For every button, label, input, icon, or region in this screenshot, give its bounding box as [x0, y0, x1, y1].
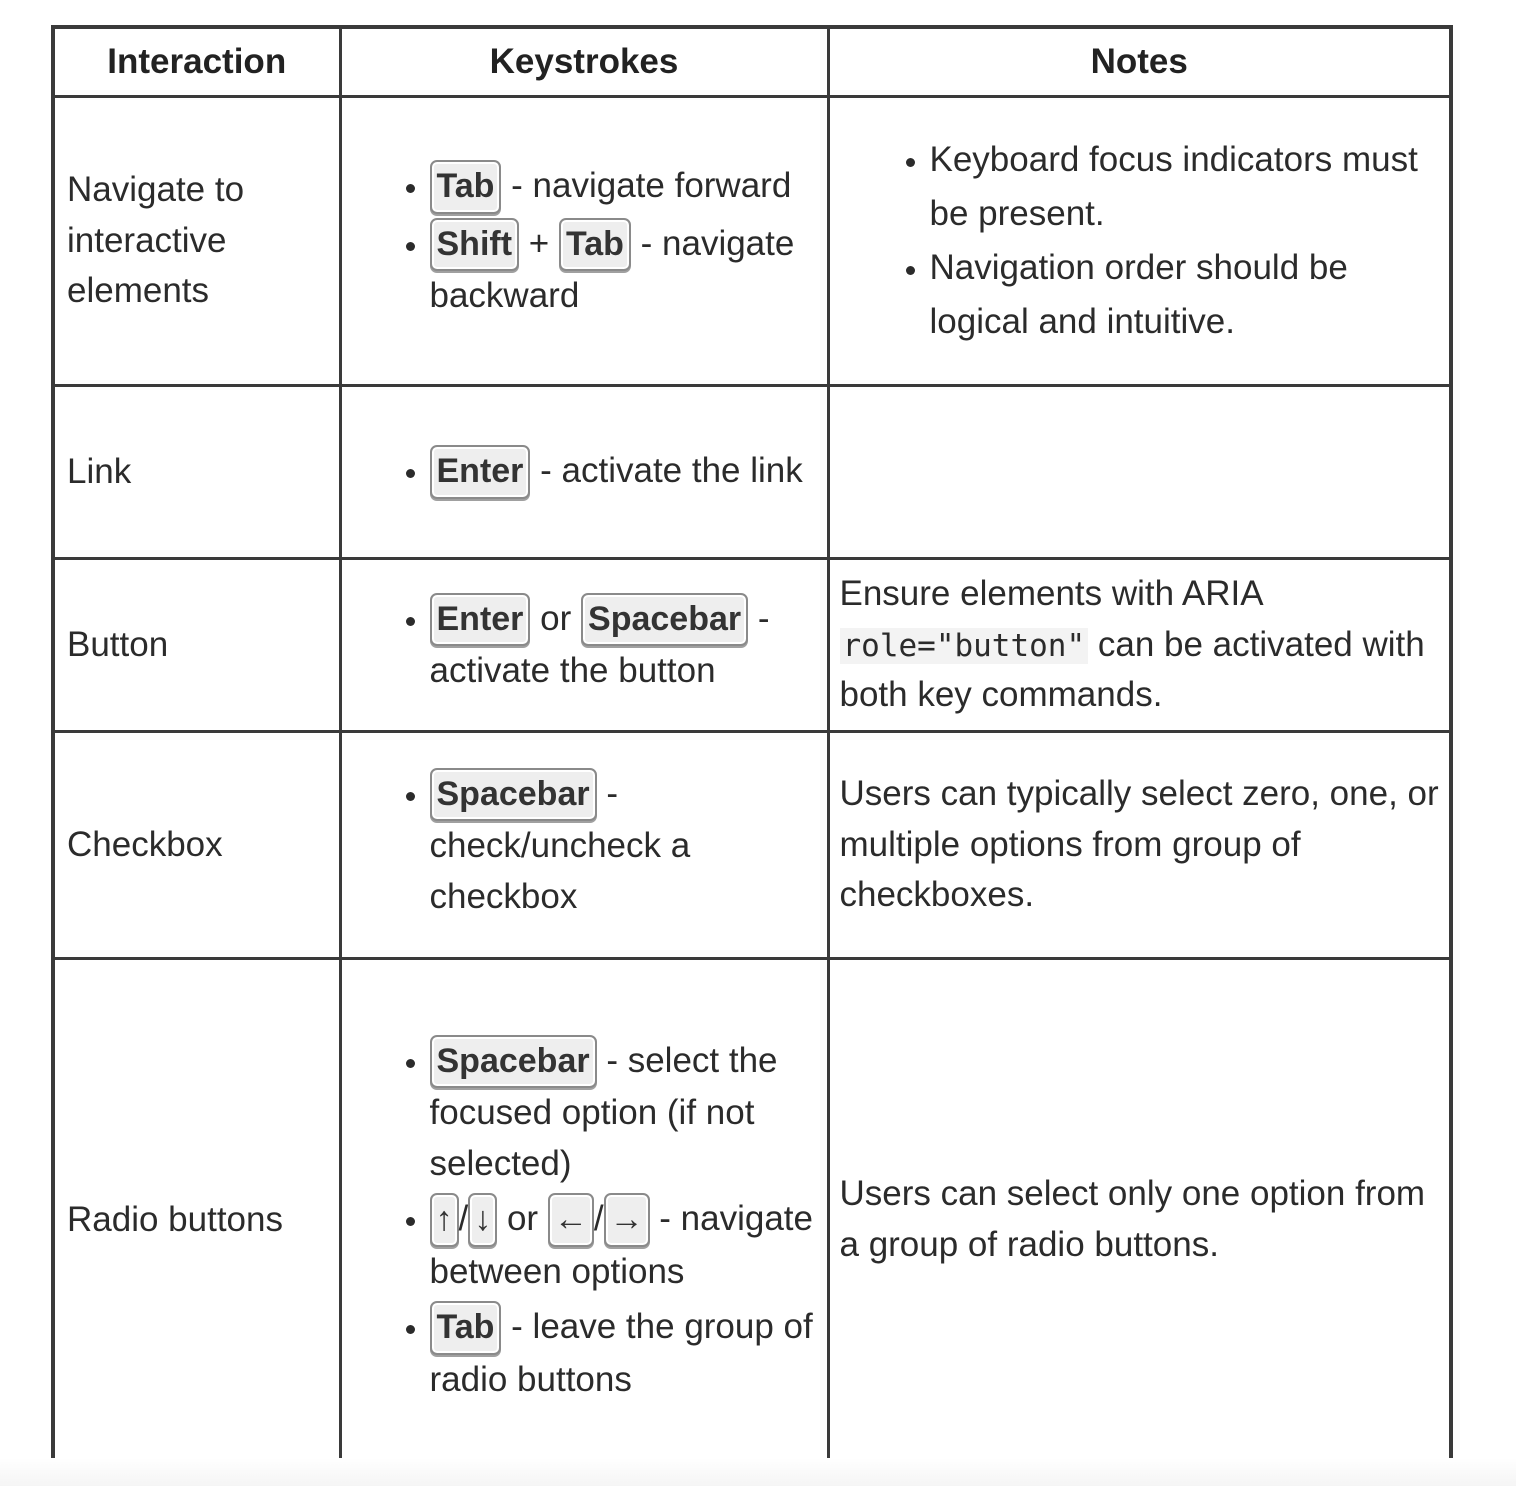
arrow-left-icon: ←	[548, 1193, 594, 1246]
keystroke-description: - check/uncheck a checkbox	[429, 773, 691, 916]
key-tab: Tab	[430, 160, 502, 213]
notes-cell	[828, 386, 1451, 559]
keystroke-description: - navigate between options	[429, 1199, 813, 1291]
list-item	[430, 768, 821, 923]
keystrokes-cell	[340, 732, 828, 959]
keystroke-description: - select the focused option (if not selected)	[429, 1040, 778, 1183]
list-item	[430, 1035, 821, 1190]
interaction-cell: Link	[53, 386, 340, 559]
notes-cell: Users can typically select zero, one, or multiple options from group of checkboxes.	[828, 732, 1451, 959]
list-item	[430, 593, 821, 697]
plus-sign: +	[528, 223, 550, 263]
keystroke-description: - activate the button	[429, 599, 770, 691]
interaction-cell: Button	[53, 559, 340, 732]
list-item	[430, 445, 821, 498]
note-text: can be activated with both key commands.	[839, 624, 1425, 715]
key-enter: Enter	[430, 445, 531, 498]
table-row	[53, 959, 1451, 1483]
header-interaction: Interaction	[53, 27, 340, 97]
keystrokes-list	[342, 160, 821, 321]
key-spacebar: Spacebar	[430, 768, 597, 821]
notes-list	[840, 133, 1440, 350]
header-notes: Notes	[828, 27, 1451, 97]
keystroke-description: - leave the group of radio buttons	[429, 1307, 813, 1399]
key-shift: Shift	[430, 218, 520, 271]
key-tab: Tab	[559, 218, 631, 271]
list-item	[430, 160, 821, 213]
table-row	[53, 386, 1451, 559]
notes-cell	[828, 97, 1451, 386]
notes-cell: Users can select only one option from a group of radio buttons.	[828, 959, 1451, 1483]
arrow-up-icon: ↑	[430, 1193, 459, 1246]
list-item	[430, 1193, 821, 1297]
note-item: • Navigation order should be logical and intuitive.	[930, 241, 1440, 350]
interaction-cell: Navigate to interactive elements	[53, 97, 340, 386]
or-text: or	[506, 1199, 539, 1239]
arrow-down-icon: ↓	[468, 1193, 497, 1246]
keystrokes-cell	[340, 959, 828, 1483]
keystrokes-cell	[340, 559, 828, 732]
note-item: • Keyboard focus indicators must be present.	[930, 133, 1440, 242]
header-keystrokes: Keystrokes	[340, 27, 828, 97]
interaction-cell: Checkbox	[53, 732, 340, 959]
list-item	[430, 218, 821, 322]
notes-cell	[828, 559, 1451, 732]
keystrokes-cell	[340, 386, 828, 559]
keystroke-description: - navigate forward	[501, 166, 792, 206]
table-row	[53, 732, 1451, 959]
or-text: or	[540, 599, 572, 639]
keystrokes-list	[342, 593, 821, 697]
key-tab: Tab	[430, 1301, 502, 1354]
keyboard-interactions-table	[51, 25, 1453, 1484]
table-row	[53, 559, 1451, 732]
aria-role-code: role="button"	[840, 628, 1089, 664]
slash-separator: /	[593, 1199, 604, 1239]
header-row	[53, 27, 1451, 97]
note-text: Ensure elements with ARIA	[839, 573, 1262, 613]
key-spacebar: Spacebar	[430, 1035, 597, 1088]
keystrokes-list	[342, 445, 821, 498]
keystrokes-cell	[340, 97, 828, 386]
keystroke-description: - activate the link	[530, 451, 803, 491]
key-enter: Enter	[430, 593, 531, 646]
key-spacebar: Spacebar	[581, 593, 748, 646]
interaction-cell: Radio buttons	[53, 959, 340, 1483]
list-item	[430, 1301, 821, 1405]
arrow-right-icon: →	[604, 1193, 650, 1246]
slash-separator: /	[458, 1199, 469, 1239]
keystrokes-list	[342, 1035, 821, 1406]
table-row	[53, 97, 1451, 386]
keystroke-description: - navigate backward	[429, 223, 795, 315]
keystrokes-list	[342, 768, 821, 923]
bottom-fade	[0, 1458, 1516, 1486]
